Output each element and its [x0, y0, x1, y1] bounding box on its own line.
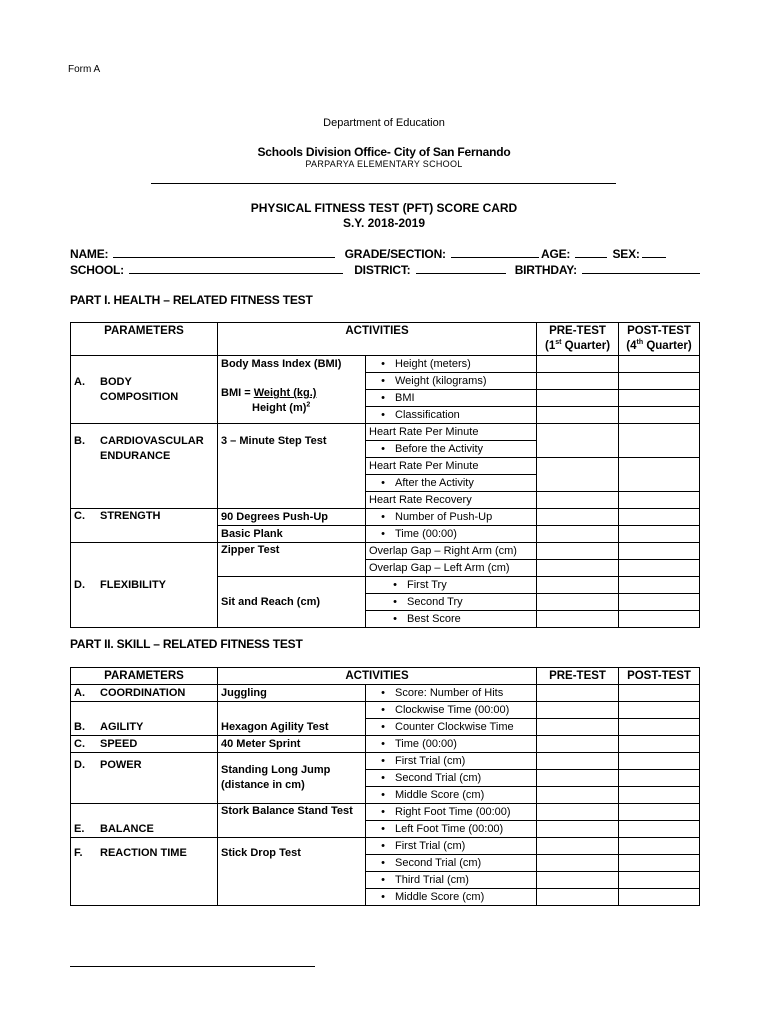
param-balance: E. BALANCE	[71, 804, 218, 838]
measure-left-foot: • Left Foot Time (00:00)	[366, 821, 537, 838]
pre-test-cell[interactable]	[537, 509, 619, 526]
table-row	[71, 702, 700, 719]
activity-step-test: 3 – Minute Step Test	[218, 424, 366, 509]
measure-overlap-left: Overlap Gap – Left Arm (cm)	[366, 560, 537, 577]
param-reaction-time: F. REACTION TIME	[71, 838, 218, 906]
measure-height: • Height (meters)	[366, 356, 537, 373]
health-fitness-table	[70, 322, 700, 628]
measure-first-try: • First Try	[366, 577, 537, 594]
birthday-field[interactable]	[582, 263, 700, 274]
measure-num-pushup: • Number of Push-Up	[366, 509, 537, 526]
pre-test-cell[interactable]	[537, 804, 619, 821]
post-test-cell[interactable]	[619, 804, 700, 821]
table-row	[71, 424, 700, 441]
table-header-row	[71, 323, 700, 356]
measure-time: • Time (00:00)	[366, 736, 537, 753]
param-speed: C. SPEED	[71, 736, 218, 753]
form-label: Form A	[68, 64, 101, 75]
pre-test-cell[interactable]	[537, 838, 619, 855]
post-test-cell[interactable]	[619, 560, 700, 577]
skill-fitness-table	[70, 667, 700, 906]
part1-title: PART I. HEALTH – RELATED FITNESS TEST	[70, 293, 313, 307]
measure-second-trial: • Second Trial (cm)	[366, 770, 537, 787]
info-line-2	[70, 263, 702, 277]
header-pre-test: PRE-TEST	[537, 668, 619, 685]
measure-hr-recovery: Heart Rate Recovery	[366, 492, 537, 509]
param-flexibility: D. FLEXIBILITY	[71, 543, 218, 628]
name-field[interactable]	[113, 247, 335, 258]
post-test-cell[interactable]	[619, 526, 700, 543]
table-row	[71, 509, 700, 526]
pre-test-cell[interactable]	[537, 492, 619, 509]
measure-middle-score: • Middle Score (cm)	[366, 787, 537, 804]
param-cardiovascular-endurance: B. CARDIOVASCULAR ENDURANCE	[71, 424, 218, 509]
measure-before-activity: • Before the Activity	[366, 441, 537, 458]
post-test-cell[interactable]	[619, 753, 700, 770]
header-parameters: PARAMETERS	[71, 668, 218, 685]
param-strength: C. STRENGTH	[71, 509, 218, 543]
table-row	[71, 685, 700, 702]
post-test-cell[interactable]	[619, 492, 700, 509]
pre-test-cell[interactable]	[537, 373, 619, 390]
activity-pushup: 90 Degrees Push-Up	[218, 509, 366, 526]
pre-test-cell[interactable]	[537, 356, 619, 373]
header-parameters: PARAMETERS	[71, 323, 218, 356]
table-row	[71, 838, 700, 855]
post-test-cell[interactable]	[619, 373, 700, 390]
pre-test-cell[interactable]	[537, 390, 619, 407]
post-test-cell[interactable]	[619, 838, 700, 855]
page-title: PHYSICAL FITNESS TEST (PFT) SCORE CARD	[250, 201, 518, 215]
school-name: PARPARYA ELEMENTARY SCHOOL	[305, 159, 463, 169]
age-label: AGE:	[540, 247, 571, 261]
measure-right-foot: • Right Foot Time (00:00)	[366, 804, 537, 821]
signature-line[interactable]	[70, 966, 315, 967]
post-test-cell[interactable]	[619, 770, 700, 787]
measure-third-trial: • Third Trial (cm)	[366, 872, 537, 889]
activity-long-jump: Standing Long Jump (distance in cm)	[218, 753, 366, 804]
measure-second-trial: • Second Trial (cm)	[366, 855, 537, 872]
pre-test-cell[interactable]	[537, 702, 619, 719]
activity-hexagon: Hexagon Agility Test	[218, 702, 366, 736]
activity-plank: Basic Plank	[218, 526, 366, 543]
activity-bmi: Body Mass Index (BMI) BMI = Weight (kg.) Height $(m)^2$	[218, 356, 366, 424]
post-test-cell[interactable]	[619, 390, 700, 407]
post-test-cell[interactable]	[619, 458, 700, 492]
measure-overlap-right: Overlap Gap – Right Arm (cm)	[366, 543, 537, 560]
table-row	[71, 753, 700, 770]
birthday-label: BIRTHDAY:	[514, 263, 577, 277]
post-test-cell[interactable]	[619, 736, 700, 753]
measure-first-trial: • First Trial (cm)	[366, 753, 537, 770]
post-test-label: POST-TEST	[627, 325, 691, 337]
post-test-cell[interactable]	[619, 719, 700, 736]
post-test-cell[interactable]	[619, 577, 700, 594]
post-test-quarter: (4th Quarter)	[626, 339, 692, 352]
pre-test-cell[interactable]	[537, 407, 619, 424]
pre-test-cell[interactable]	[537, 821, 619, 838]
measure-hr-per-minute: Heart Rate Per Minute	[366, 424, 537, 441]
pre-test-cell[interactable]	[537, 526, 619, 543]
activity-sprint: 40 Meter Sprint	[218, 736, 366, 753]
header-divider	[151, 183, 616, 184]
post-test-cell[interactable]	[619, 889, 700, 906]
measure-first-trial: • First Trial (cm)	[366, 838, 537, 855]
pre-test-cell[interactable]	[537, 736, 619, 753]
table-header-row	[71, 668, 700, 685]
activity-zipper-test: Zipper Test	[218, 543, 366, 577]
school-field[interactable]	[129, 263, 343, 274]
school-year: S.Y. 2018-2019	[342, 216, 426, 230]
post-test-cell[interactable]	[619, 787, 700, 804]
header-activities: ACTIVITIES	[218, 323, 537, 356]
table-row	[71, 356, 700, 373]
pre-test-cell[interactable]	[537, 577, 619, 594]
age-field[interactable]	[575, 247, 607, 258]
table-row	[71, 804, 700, 821]
table-row	[71, 736, 700, 753]
department-heading: Department of Education	[323, 117, 445, 129]
header-post-test	[619, 323, 700, 356]
pre-test-cell[interactable]	[537, 594, 619, 611]
post-test-cell[interactable]	[619, 702, 700, 719]
param-body-composition: A. BODY COMPOSITION	[71, 356, 218, 424]
division-heading: Schools Division Office- City of San Fernando	[257, 145, 511, 159]
measure-second-try: • Second Try	[366, 594, 537, 611]
post-test-cell[interactable]	[619, 855, 700, 872]
name-label: NAME:	[70, 247, 109, 261]
sex-label: SEX:	[612, 247, 640, 261]
info-line-1	[70, 247, 668, 261]
pre-test-cell[interactable]	[537, 685, 619, 702]
post-test-cell[interactable]	[619, 594, 700, 611]
activity-stick-drop: Stick Drop Test	[218, 838, 366, 906]
measure-middle-score: • Middle Score (cm)	[366, 889, 537, 906]
measure-counter-clockwise: • Counter Clockwise Time	[366, 719, 537, 736]
measure-hr-per-minute: Heart Rate Per Minute	[366, 458, 537, 475]
pre-test-cell[interactable]	[537, 424, 619, 458]
activity-juggling: Juggling	[218, 685, 366, 702]
measure-weight: • Weight (kilograms)	[366, 373, 537, 390]
measure-time: • Time (00:00)	[366, 526, 537, 543]
pre-test-cell[interactable]	[537, 787, 619, 804]
post-test-cell[interactable]	[619, 685, 700, 702]
activity-sit-and-reach: Sit and Reach (cm)	[218, 577, 366, 628]
activity-stork-balance: Stork Balance Stand Test	[218, 804, 366, 838]
grade-section-label: GRADE/SECTION:	[344, 247, 446, 261]
pre-test-cell[interactable]	[537, 719, 619, 736]
measure-hits: • Score: Number of Hits	[366, 685, 537, 702]
post-test-cell[interactable]	[619, 356, 700, 373]
param-coordination: A. COORDINATION	[71, 685, 218, 702]
param-power: D. POWER	[71, 753, 218, 804]
pre-test-cell[interactable]	[537, 889, 619, 906]
measure-clockwise: • Clockwise Time (00:00)	[366, 702, 537, 719]
header-pre-test	[537, 323, 619, 356]
district-field[interactable]	[416, 263, 506, 274]
pre-test-cell[interactable]	[537, 611, 619, 628]
post-test-cell[interactable]	[619, 509, 700, 526]
school-label: SCHOOL:	[70, 263, 124, 277]
header-post-test: POST-TEST	[619, 668, 700, 685]
pre-test-cell[interactable]	[537, 770, 619, 787]
pre-test-cell[interactable]	[537, 753, 619, 770]
measure-best-score: • Best Score	[366, 611, 537, 628]
post-test-cell[interactable]	[619, 424, 700, 458]
param-agility: B. AGILITY	[71, 702, 218, 736]
post-test-cell[interactable]	[619, 407, 700, 424]
table-row	[71, 543, 700, 560]
sex-field[interactable]	[642, 247, 666, 258]
measure-classification: • Classification	[366, 407, 537, 424]
post-test-cell[interactable]	[619, 611, 700, 628]
pre-test-cell[interactable]	[537, 543, 619, 560]
header-activities: ACTIVITIES	[218, 668, 537, 685]
part2-title: PART II. SKILL – RELATED FITNESS TEST	[70, 637, 303, 651]
pre-test-quarter: (1st Quarter)	[544, 339, 611, 352]
pre-test-label: PRE-TEST	[549, 325, 606, 337]
post-test-cell[interactable]	[619, 821, 700, 838]
measure-bmi: • BMI	[366, 390, 537, 407]
pre-test-cell[interactable]	[537, 855, 619, 872]
pre-test-cell[interactable]	[537, 872, 619, 889]
pre-test-cell[interactable]	[537, 560, 619, 577]
grade-section-field[interactable]	[451, 247, 539, 258]
measure-after-activity: • After the Activity	[366, 475, 537, 492]
post-test-cell[interactable]	[619, 872, 700, 889]
post-test-cell[interactable]	[619, 543, 700, 560]
pre-test-cell[interactable]	[537, 458, 619, 492]
bmi-formula: BMI = Weight (kg.)	[221, 387, 317, 399]
district-label: DISTRICT:	[354, 263, 411, 277]
